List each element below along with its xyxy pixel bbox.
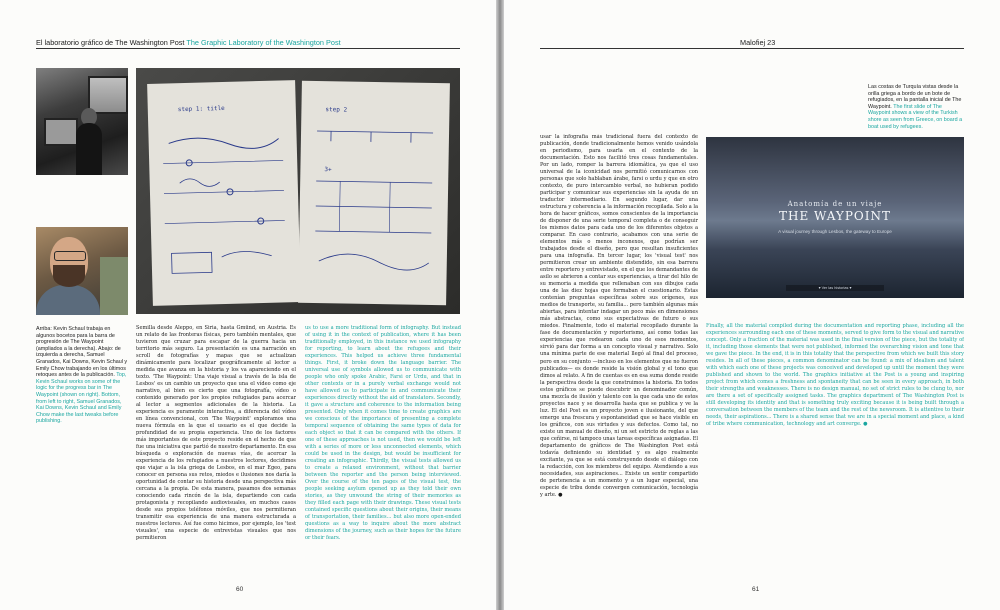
sketch-left xyxy=(147,80,301,306)
right-body-en: Finally, all the material compiled during the documentation and reporting phase, including all the experiences surrounding each one of these moments, served to give form to the visual and narrative concept. Only a fraction of the material was used in the final version of the piece, but the totality of it, including those elements that were not published, informed the overarching vision and tone that we gave the piece. In the end, it is in this totality that the perspective from which we built this story resides. In all of these pieces, a common denominator can be found: a mix of idealism and talent with which each one of these projects was conceived and developed up until the moment they were published and shown to the world. The graphics initiative at the Post is a young and inspiring project from which comes a freshness and spontaneity that can be seen in every approach, in both their strengths and weaknesses. There is no design manual, no set of strict rules to be clung to, nor are there a set of specifically assigned tasks. The graphics department of The Washington Post is still developing its identity and that is something truly exciting because it is being built through a conversation between the members of the team and the rest of the newsroom. It is attentive to their needs, their aspirations... There is a shared sense that we are in a special moment and place, a kind of tribe where communication, technology and art converge. ● xyxy=(706,323,964,428)
monitor-shape-2 xyxy=(44,118,78,146)
notebook-left-page xyxy=(147,80,301,306)
left-header-es: El laboratorio gráfico de The Washington Post xyxy=(36,38,185,47)
photo-notebook-sketches xyxy=(136,68,460,314)
sketch-right xyxy=(298,81,450,306)
right-page xyxy=(504,0,1000,610)
right-header: Malofiej 23 xyxy=(740,38,776,47)
background-person-shape xyxy=(100,257,128,315)
waypoint-scroll-bar: ▾ Ver las historias ▾ xyxy=(786,285,884,291)
photo-desk-work xyxy=(36,68,128,175)
left-caption-en: Top, Kevin Schaul works on some of the logic for the progress bar in The Waypoint (shown on right). Bottom, from left to right, Samuel Granados, Kai Downs, Kevin Schaul and Emily Chow make the last tweaks before publishing. xyxy=(36,372,127,425)
notebook-right-page xyxy=(298,81,450,306)
left-page xyxy=(0,0,496,610)
sketch-label-1: step 1: title xyxy=(177,104,225,114)
right-header-rule xyxy=(540,48,964,49)
waypoint-screen-photo xyxy=(706,137,964,298)
left-caption-es: Arriba: Kevin Schaul trabaja en algunos bocetos para la barra de progresión de The Waypoint (ampliados a la derecha). Abajo: de izquierda a derecha, Samuel Granados, Kai Downs, Kevin Schaul y Emily Chow trabajando en los últimos retoques antes de la publicación. xyxy=(36,326,128,379)
right-caption-es: Las costas de Turquía vistas desde la orilla griega a bordo de un bote de refugiados, en la pantalla inicial de The Waypoint. xyxy=(868,84,962,110)
waypoint-subtitle: A visual journey through Lesbos, the gateway to Europe xyxy=(778,229,892,234)
left-header-rule xyxy=(36,48,460,49)
right-caption xyxy=(868,84,964,130)
spread-gutter xyxy=(496,0,504,610)
left-page-number: 60 xyxy=(236,586,244,593)
left-body-en: us to use a more traditional form of infography. But instead of using it in the context of publication, where it has been traditionally employed, in this instance we used infography for reporting, to learn about the refugees and their experiences. This helped us achieve three fundamental things. First, it broke down the language barrier. The universal use of symbols allowed us to communicate with people who only spoke Arabic, Farsi or Urdu, and that in other contexts or in a purely verbal exchange would not have allowed us to participate in and communicate their experiences directly without the aid of translators. Secondly, it gave a structure and coherence to the information being presented. Only when it comes time to create graphics are we conscious of the importance of presenting a complete temporal sequence of obtaining the same types of data for each object so that it can be compared with the others. If one of these approaches is not used, then we would be left with a series of more or less unconnected elements, which could be used in the design, but would be insufficient for creating an infographic. Thirdly, the visual tests allowed us to create a relaxed environment, without that barrier between the reporter and the person being interviewed. Over the course of the ten pages of the visual test, the people seeking asylum opened up as they told their own stories, as they unwound the string of their memories as they filled each page with their drawings. These visual tests contained specific questions about their origins, their means of transportation, their families... but also more open-ended questions as a way to inquire about the more abstract dimensions of the journey, such as their hopes for the future or their fears. xyxy=(305,325,461,542)
left-body-es: Semilla desde Aleppo, en Siria, hasta Gmünd, en Austria. Es un relato de las fronteras físicas, pero también mentales, que tuvieron que cruzar para escapar de la guerra hacia un territorio más seguro. La presentación es una narración en scroll de fotografías y mapas que se actualizan dinámicamente para localizar geográficamente al lector a medida que avanza en la historia y los va apareciendo en el texto. 'The Waypoint: Una viaje visual a través de la isla de Lesbos' es un cambio un proyecto que una el vídeo como eje narrativo, al bien es cierto que una fotografía, vídeo o contenido generado por los propios refugiados para acercar al lector a segmentos adicionales de la historia. La experiencia es puramente interactiva, a diferencia del vídeo en línea convencional, con 'The Waypoint' exploramos una nueva fórmula en la que el usuario es el que decide la profundidad de su propia experiencia. Uno de los factores más importantes de este proyecto reside en el hecho de que fue una iniciativa que partió de nuestro departamento. En esa búsqueda o exploración de nuevas vías, de acercar la experiencia de los refugiados a nuestros lectores, decidimos que viajar a la isla griega de Lesbos, en el mar Egeo, para conocer en persona sus retos, miedos e ilusiones nos daría la oportunidad de contar su historia desde una perspectiva más cercana a la propia. De esta manera, pasamos dos semanas conociendo cada rincón de la isla, departiendo con cada protagonista y recopilando audiovisuales, en muchos casos desde sus propios teléfonos móviles, que nos permitieran transmitir esa experiencia de una manera estructurada a nuestros lectores. Así fue como hicimos, por ejemplo, los 'test visuales', una especie de entrevistas visuales que nos permitieron xyxy=(136,325,296,542)
monitor-shape xyxy=(88,76,128,114)
left-caption xyxy=(36,326,129,425)
glasses-shape xyxy=(54,251,86,261)
right-page-number: 61 xyxy=(752,586,760,593)
right-caption-en: The first slide of The Waypoint shows a view of the Turkish shore as seen from Greece, on board a boat used by refugees. xyxy=(868,103,963,130)
left-header xyxy=(36,38,341,47)
sketch-label-3: 3+ xyxy=(324,166,332,174)
waypoint-tagline: Anatomía de un viaje xyxy=(787,200,883,208)
person-body-shape xyxy=(76,123,102,175)
beard-shape xyxy=(53,265,85,287)
sketch-label-2: step 2 xyxy=(325,106,348,114)
waypoint-title: THE WAYPOINT xyxy=(778,209,892,223)
photo-team-portrait xyxy=(36,227,128,315)
right-body-es: usar la infografía más tradicional fuera del contexto de publicación, donde tradicionalmente hemos venido usándola en periodismo, para usarla en el contexto de la documentación. Esto nos facilitó tres cosas fundamentales. Por un lado, romper la barrera idiomática, ya que el uso universal de la iconicidad nos permitió comunicarnos con personas que solo hablaban árabe, farsi o urdu y que en otro contexto, de puro intercambio verbal, no hubieran podido participar y comunicar sus experiencias sin la ayuda de un traductor intermediario. En segundo lugar, dar una estructura y coherencia a la información recopilada. Solo a la hora de hacer gráficos, somos conscientes de la importancia de disponer de una serie temporal completa o de conseguir los mismos datos para cada uno de los diferentes objetos a comparar. En caso contrario, acabamos con una serie de elementos más o menos inconexos, que podrían ser trabajados desde el diseño, pero que resultan insuficientes para una infografía. En tercer lugar, los 'visual test' nos permitieron crear un ambiente distendido, sin esa barrera entre reportero y entrevistado, en el que los demandantes de asilo se abrieron a contar sus experiencias, a tirar del hilo de su memoria a medida que rellenaban con sus dibujos cada una de las diez hojas que formaban el cuestionario. Éstas contenían preguntas específicas sobre sus orígenes, sus medios de transporte, su familia... pero también algunas más abiertas, para intentar indagar un poco más en dimensiones más abstractas, como sus expectativas de futuro o sus miedos. Finalmente, todo el material recopilado durante la fase de documentación y reporterismo, así como todas las experiencias que rodearon cada uno de esos momentos, sirvió para dar forma a un concepto visual y narrativo. Solo una mínima parte de ese material llegó al final del proceso, pero en su conjunto —incluso en los elementos que no fueron publicados— es donde reside la visión global y el tono que dimos al relato. A fin de cuentas es en esa suma donde reside la perspectiva desde la que construimos la historia. En todos estos gráficos se puede descubrir un denominador común, una mezcla de ilusión y talento con la que cada uno de estos proyectos nace y se desarrolla hasta que se publica y ve la luz. El del Post es un proyecto joven e ilusionante, del que emerge una frescura y espontaneidad que se hace visible en los gráficos, con sus virtudes y sus defectos. Como tal, no existe un manual de diseño, ni un set estricto de reglas a las que ceñirse, ni tampoco unas tareas específicas asignadas. El departamento de gráficos de The Washington Post está todavía definiendo su identidad y es algo realmente excitante, ya que se está construyendo desde el diálogo con la redacción, con los miembros del equipo. Atendiendo a sus necesidades, sus aspiraciones... Existe un sentir compartido de pertenencia a un momento y a un lugar especial, una especie de tribu donde convergen comunicación, tecnología y arte. ● xyxy=(540,134,698,498)
left-header-en: The Graphic Laboratory of the Washington Post xyxy=(186,38,341,47)
shirt-shape xyxy=(36,285,100,315)
